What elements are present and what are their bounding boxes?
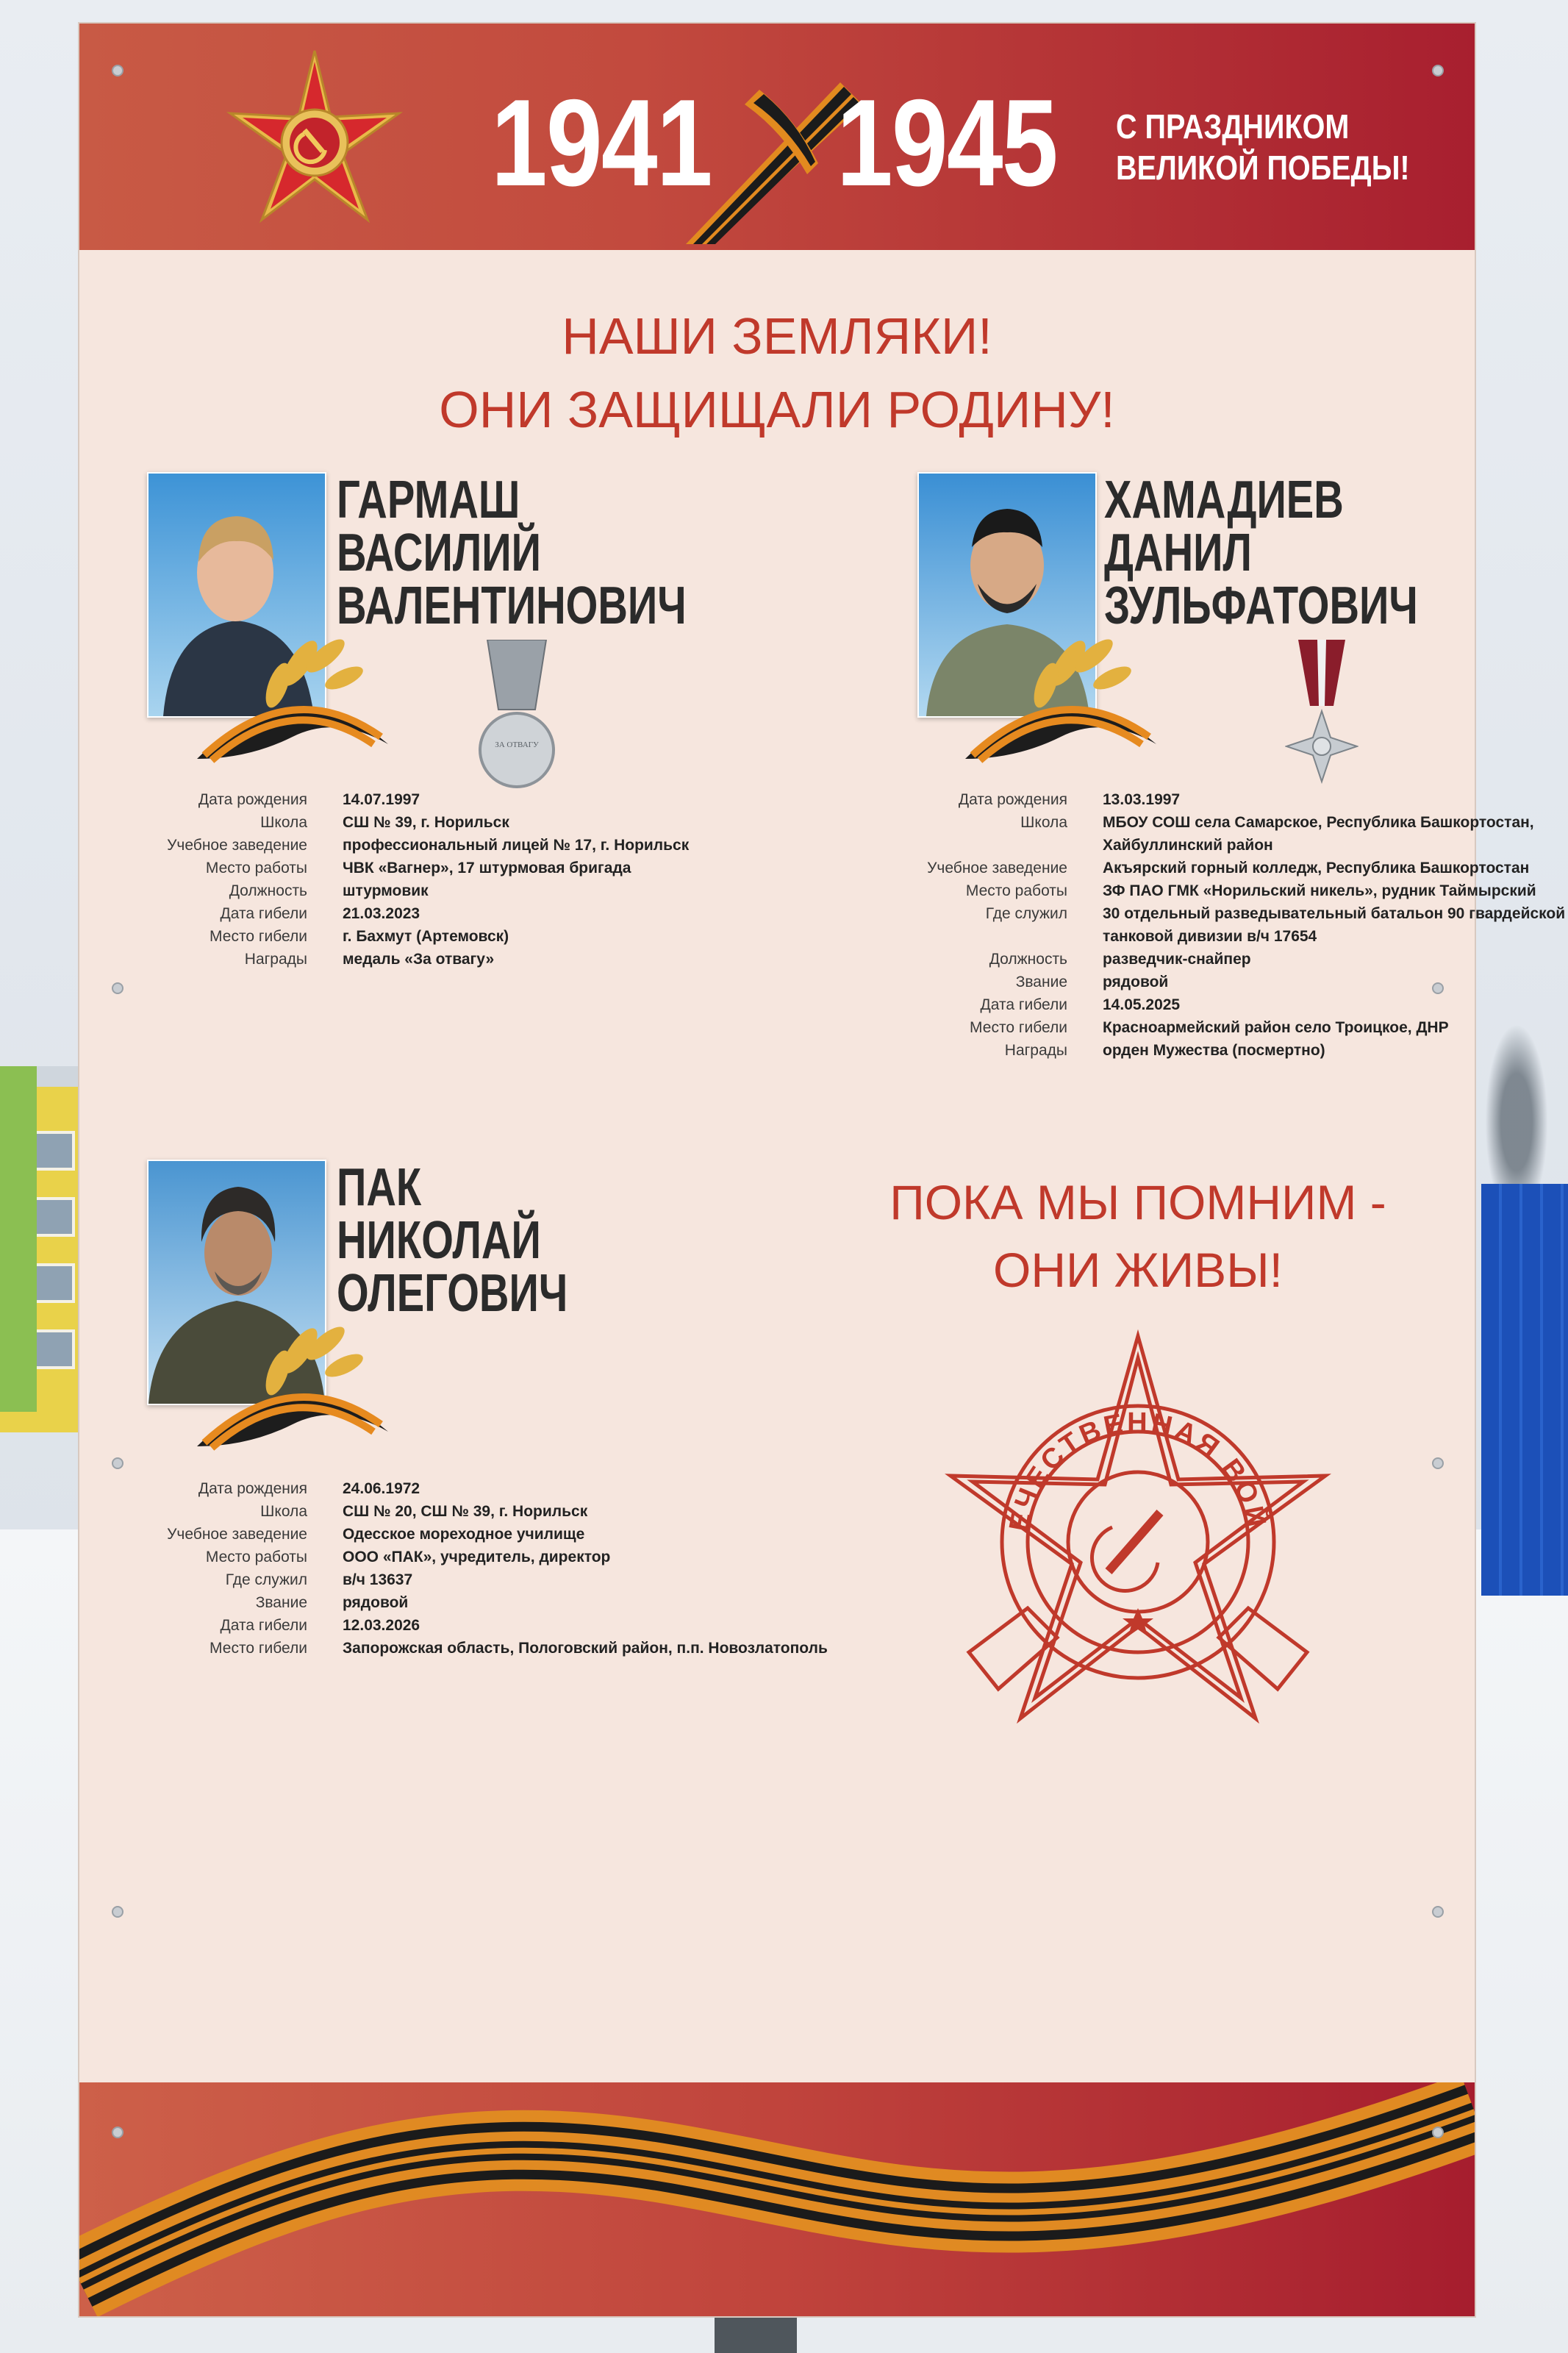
info-row xyxy=(79,948,689,971)
info-label: Место работы xyxy=(205,860,307,876)
info-value-line: танковой дивизии в/ч 17654 xyxy=(1103,928,1317,945)
info-value-line: разведчик-снайпер xyxy=(1103,951,1251,968)
info-label: Школа xyxy=(260,814,307,831)
st-george-ribbon-icon xyxy=(671,75,862,244)
info-row xyxy=(759,993,1565,1016)
year-end: 1945 xyxy=(837,74,1057,212)
info-value xyxy=(343,925,509,948)
svg-text:ОТЕЧЕСТВЕННАЯ ВОЙНА xyxy=(1003,1407,1274,1549)
info-row xyxy=(79,788,689,811)
info-value xyxy=(343,1477,420,1500)
info-value-line: Красноармейский район село Троицкое, ДНР xyxy=(1103,1019,1449,1036)
info-value xyxy=(1103,1039,1325,1062)
memorial-board xyxy=(79,24,1566,2316)
info-label: Учебное заведение xyxy=(927,860,1067,876)
info-value xyxy=(343,948,494,971)
laurel-and-ribbon-icon xyxy=(190,634,403,774)
info-value xyxy=(343,1637,828,1660)
first-name-garmash: ВАСИЛИЙ xyxy=(337,524,541,582)
screw xyxy=(1432,65,1444,76)
info-value xyxy=(1103,948,1251,971)
info-value-line: 24.06.1972 xyxy=(343,1480,420,1497)
info-row xyxy=(79,857,689,879)
info-label: Звание xyxy=(1015,974,1067,990)
laurel-and-ribbon-icon xyxy=(190,1321,403,1461)
info-row xyxy=(759,902,1565,948)
info-row xyxy=(79,1591,828,1614)
info-row xyxy=(79,1614,828,1637)
info-value-line: штурмовик xyxy=(343,882,429,899)
info-value xyxy=(343,834,689,857)
info-row xyxy=(79,1523,828,1546)
info-value xyxy=(343,857,631,879)
info-row xyxy=(79,1568,828,1591)
info-pak xyxy=(79,1477,828,1660)
screw xyxy=(1432,982,1444,994)
info-value xyxy=(1103,971,1168,993)
info-value xyxy=(1103,879,1536,902)
victory-day-greeting xyxy=(1116,106,1410,188)
info-label: Дата гибели xyxy=(220,1617,307,1634)
info-value-line: 13.03.1997 xyxy=(1103,791,1181,808)
info-value-line: медаль «За отвагу» xyxy=(343,951,495,968)
info-row xyxy=(759,811,1565,857)
first-name-khamadiev: ДАНИЛ xyxy=(1104,524,1252,582)
info-row xyxy=(79,1637,828,1660)
screw xyxy=(112,1457,123,1469)
medal-inscription: ЗА ОТВАГУ xyxy=(495,740,539,749)
screw xyxy=(1432,2127,1444,2138)
top-banner xyxy=(79,24,1475,250)
info-row xyxy=(79,925,689,948)
bottom-banner xyxy=(79,2082,1475,2316)
info-row xyxy=(759,1039,1565,1062)
info-label: Место гибели xyxy=(210,928,307,945)
screw xyxy=(1432,1457,1444,1469)
medal-for-courage-icon xyxy=(476,640,557,794)
info-label: Дата рождения xyxy=(198,1480,307,1497)
info-label: Место работы xyxy=(205,1549,307,1565)
info-row xyxy=(759,788,1565,811)
info-value-line: СШ № 39, г. Норильск xyxy=(343,814,509,831)
info-label: Учебное заведение xyxy=(167,837,307,854)
info-row xyxy=(759,857,1565,879)
info-value-line: ЗФ ПАО ГМК «Норильский никель», рудник Таймырский xyxy=(1103,882,1536,899)
info-label: Дата рождения xyxy=(958,791,1067,808)
info-value xyxy=(343,879,429,902)
info-value-line: Запорожская область, Пологовский район, п.п. Новозлатополь xyxy=(343,1640,828,1657)
order-of-patriotic-war-icon xyxy=(219,40,410,238)
patronymic-pak: ОЛЕГОВИЧ xyxy=(337,1264,568,1323)
info-value-line: ООО «ПАК», учредитель, директор xyxy=(343,1549,611,1565)
info-value-line: рядовой xyxy=(1103,974,1169,990)
info-value xyxy=(343,902,420,925)
info-value xyxy=(343,1546,610,1568)
info-value-line: СШ № 20, СШ № 39, г. Норильск xyxy=(343,1503,588,1520)
screw xyxy=(112,982,123,994)
st-george-ribbon-icon xyxy=(79,2082,1475,2316)
info-row xyxy=(79,1477,828,1500)
order-ring-text: ОТЕЧЕСТВЕННАЯ ВОЙНА xyxy=(1003,1407,1272,1549)
order-of-courage-icon xyxy=(1285,640,1358,787)
info-value-line: МБОУ СОШ села Самарское, Республика Башкортостан, xyxy=(1103,814,1534,831)
info-label: Дата рождения xyxy=(198,791,307,808)
info-value-line: 14.05.2025 xyxy=(1103,996,1181,1013)
info-value-line: ЧВК «Вагнер», 17 штурмовая бригада xyxy=(343,860,631,876)
slogan-line-1: ПОКА МЫ ПОМНИМ - xyxy=(889,1175,1386,1229)
info-value-line: 30 отдельный разведывательный батальон 90 гвардейской xyxy=(1103,905,1566,922)
surname-pak: ПАК xyxy=(337,1158,422,1217)
info-value-line: г. Бахмут (Артемовск) xyxy=(343,928,509,945)
info-value xyxy=(1103,811,1534,857)
info-value xyxy=(343,1523,584,1546)
info-label: Учебное заведение xyxy=(167,1526,307,1543)
info-label: Место гибели xyxy=(970,1019,1067,1036)
info-label: Школа xyxy=(260,1503,307,1520)
surname-khamadiev: ХАМАДИЕВ xyxy=(1104,471,1344,529)
heading-line-2: ОНИ ЗАЩИЩАЛИ РОДИНУ! xyxy=(439,381,1115,438)
slogan-line-2: ОНИ ЖИВЫ! xyxy=(993,1243,1283,1297)
green-building xyxy=(0,1066,37,1412)
laurel-and-ribbon-icon xyxy=(958,634,1171,774)
info-value xyxy=(1103,788,1180,811)
info-row xyxy=(759,879,1565,902)
first-name-pak: НИКОЛАЙ xyxy=(337,1211,541,1270)
info-value xyxy=(343,811,509,834)
info-value-line: 21.03.2023 xyxy=(343,905,420,922)
info-row xyxy=(79,834,689,857)
order-of-patriotic-war-outline-icon xyxy=(932,1325,1344,1759)
info-label: Должность xyxy=(229,882,307,899)
info-khamadiev xyxy=(759,788,1565,1062)
surname-garmash: ГАРМАШ xyxy=(337,471,520,529)
info-row xyxy=(79,902,689,925)
info-value xyxy=(343,1500,587,1523)
info-value-line: рядовой xyxy=(343,1594,409,1611)
info-row xyxy=(759,948,1565,971)
info-label: Школа xyxy=(1020,814,1067,831)
info-value-line: Акъярский горный колледж, Республика Башкортостан xyxy=(1103,860,1530,876)
info-label: Дата гибели xyxy=(980,996,1067,1013)
info-row xyxy=(759,971,1565,993)
info-label: Место гибели xyxy=(210,1640,307,1657)
info-label: Звание xyxy=(255,1594,307,1611)
info-label: Где служил xyxy=(225,1571,307,1588)
info-value xyxy=(1103,1016,1449,1039)
info-garmash xyxy=(79,788,689,971)
screw xyxy=(112,65,123,76)
info-row xyxy=(79,811,689,834)
info-row xyxy=(79,1546,828,1568)
screw xyxy=(1432,1906,1444,1918)
info-value xyxy=(343,1568,412,1591)
info-label: Дата гибели xyxy=(220,905,307,922)
info-value-line: орден Мужества (посмертно) xyxy=(1103,1042,1325,1059)
patronymic-khamadiev: ЗУЛЬФАТОВИЧ xyxy=(1104,576,1418,635)
info-value xyxy=(343,1591,408,1614)
greeting-line-1: С ПРАЗДНИКОМ xyxy=(1116,107,1350,146)
info-value xyxy=(343,788,420,811)
year-start: 1941 xyxy=(491,74,712,212)
info-value-line: 14.07.1997 xyxy=(343,791,420,808)
info-value-line: 12.03.2026 xyxy=(343,1617,420,1634)
info-value-line: Хайбуллинский район xyxy=(1103,837,1273,854)
info-label: Должность xyxy=(989,951,1067,968)
info-label: Где служил xyxy=(985,905,1067,922)
blue-building xyxy=(1481,1184,1568,1596)
info-value-line: профессиональный лицей № 17, г. Норильск xyxy=(343,837,690,854)
info-label: Награды xyxy=(244,951,307,968)
info-value-line: в/ч 13637 xyxy=(343,1571,413,1588)
info-value xyxy=(1103,857,1529,879)
info-label: Место работы xyxy=(965,882,1067,899)
info-row xyxy=(79,1500,828,1523)
patronymic-garmash: ВАЛЕНТИНОВИЧ xyxy=(337,576,687,635)
info-value xyxy=(1103,993,1180,1016)
info-value xyxy=(1103,902,1565,948)
info-row xyxy=(759,1016,1565,1039)
greeting-line-2: ВЕЛИКОЙ ПОБЕДЫ! xyxy=(1116,149,1410,187)
screw xyxy=(112,1906,123,1918)
info-value xyxy=(343,1614,420,1637)
screw xyxy=(112,2127,123,2138)
info-value-line: Одесское мореходное училище xyxy=(343,1526,585,1543)
info-label: Награды xyxy=(1004,1042,1067,1059)
heading-line-1: НАШИ ЗЕМЛЯКИ! xyxy=(562,307,992,365)
info-row xyxy=(79,879,689,902)
